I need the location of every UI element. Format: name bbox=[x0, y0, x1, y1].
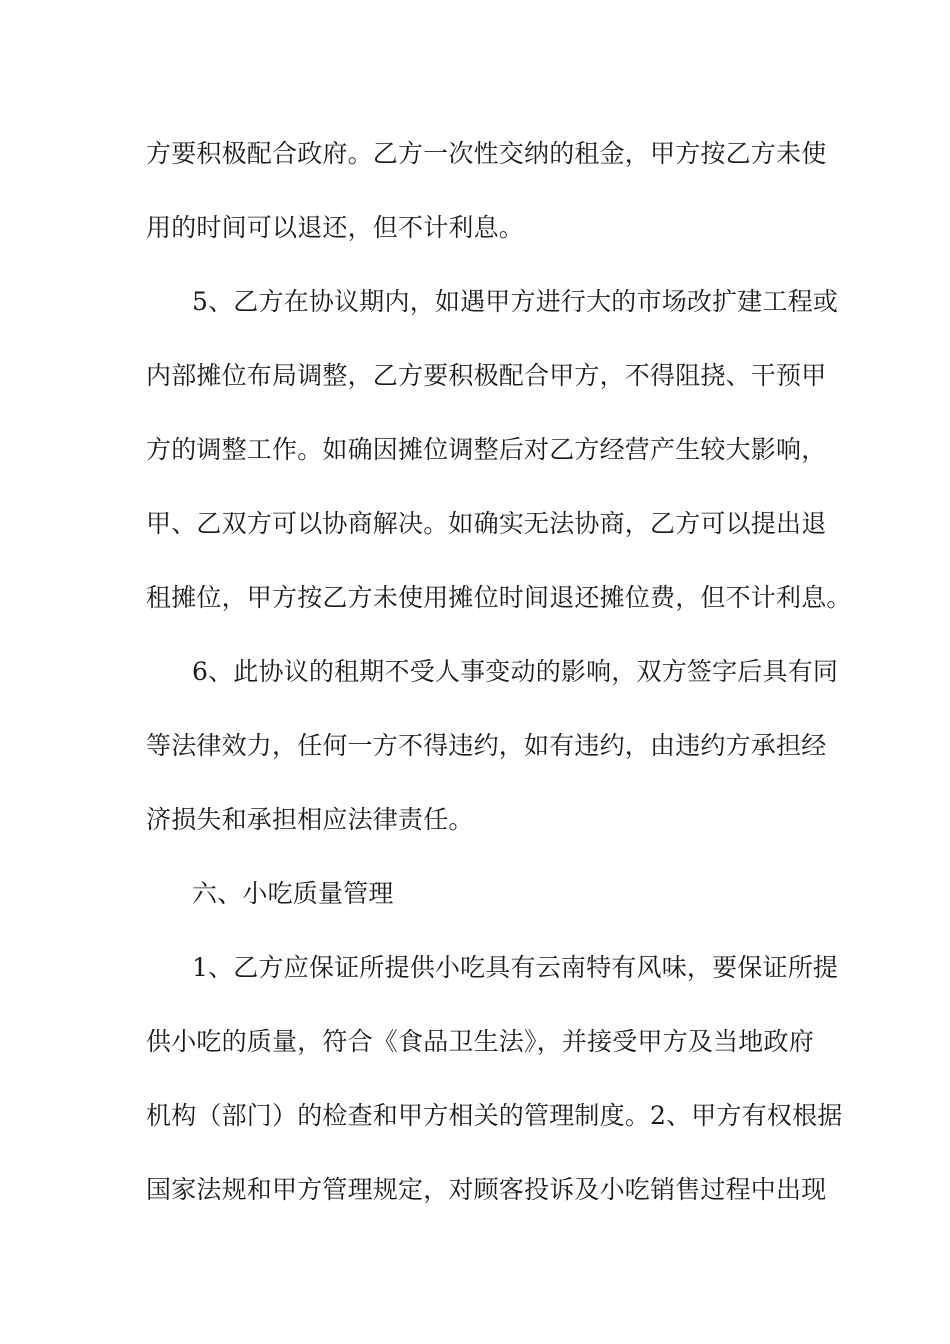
text-line: 供小吃的质量，符合《食品卫生法》，并接受甲方及当地政府 bbox=[146, 1027, 814, 1056]
paragraph-start-line: 5、乙方在协议期内，如遇甲方进行大的市场改扩建工程或 bbox=[192, 287, 839, 316]
text-line: 济损失和承担相应法律责任。 bbox=[146, 805, 474, 834]
section-heading: 六、小吃质量管理 bbox=[192, 879, 394, 908]
text-line: 甲、乙双方可以协商解决。如确实无法协商，乙方可以提出退 bbox=[146, 509, 827, 538]
text-line: 等法律效力，任何一方不得违约，如有违约，由违约方承担经 bbox=[146, 731, 827, 760]
text-line: 机构（部门）的检查和甲方相关的管理制度。2、甲方有权根据 bbox=[146, 1101, 843, 1130]
paragraph-start-line: 6、此协议的租期不受人事变动的影响，双方签字后具有同 bbox=[192, 657, 839, 686]
text-line: 方的调整工作。如确因摊位调整后对乙方经营产生较大影响， bbox=[146, 435, 827, 464]
text-line: 用的时间可以退还，但不计利息。 bbox=[146, 213, 525, 242]
paragraph-start-line: 1、乙方应保证所提供小吃具有云南特有风味，要保证所提 bbox=[192, 953, 839, 982]
text-line: 国家法规和甲方管理规定，对顾客投诉及小吃销售过程中出现 bbox=[146, 1175, 827, 1204]
text-line: 租摊位，甲方按乙方未使用摊位时间退还摊位费，但不计利息。 bbox=[146, 583, 852, 612]
text-line: 内部摊位布局调整，乙方要积极配合甲方，不得阻挠、干预甲 bbox=[146, 361, 827, 390]
text-line: 方要积极配合政府。乙方一次性交纳的租金，甲方按乙方未使 bbox=[146, 139, 827, 168]
